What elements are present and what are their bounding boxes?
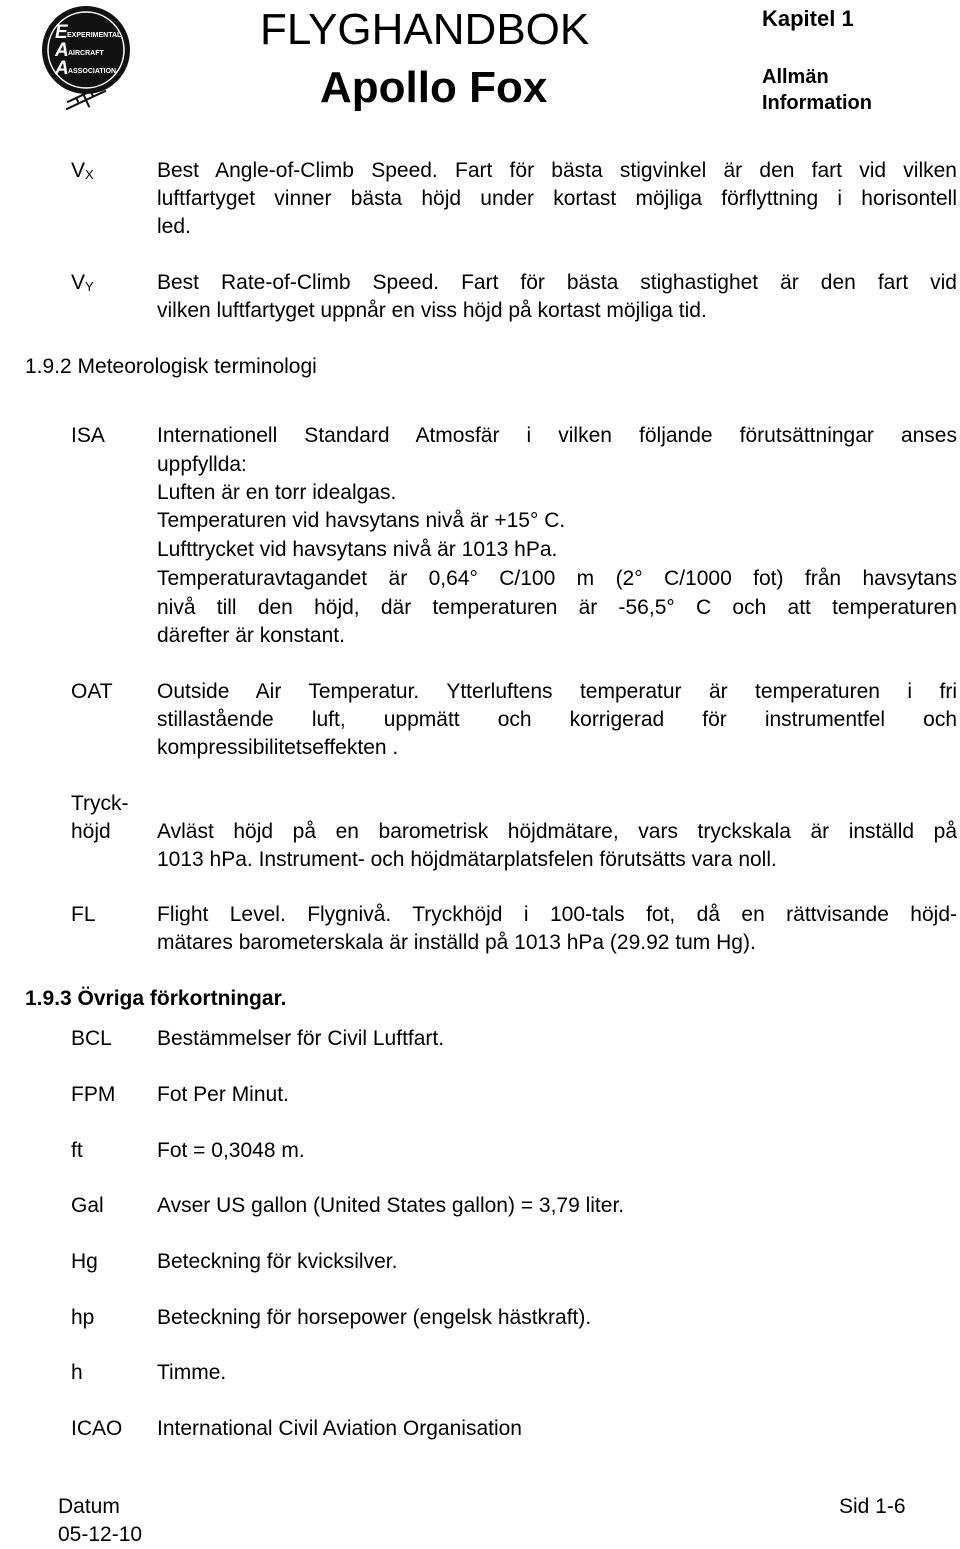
eaa-logo [36, 4, 136, 112]
abbr-term: h [71, 1361, 83, 1384]
def-oat-line2: stillastående luft, uppmätt och korrigerad för instrumentfel och [157, 708, 957, 731]
term-vy: $V_Y$ [71, 271, 94, 294]
section-label-line2: Information [762, 92, 872, 114]
abbr-term: Gal [71, 1194, 104, 1217]
svg-text:ASSOCIATION: ASSOCIATION [68, 68, 117, 75]
abbr-text: Bestämmelser för Civil Luftfart. [157, 1027, 445, 1050]
abbr-text: International Civil Aviation Organisation [157, 1417, 522, 1440]
svg-text:E: E [55, 22, 68, 43]
def-isa-line2: uppfyllda: [157, 453, 247, 476]
page-number: Sid 1-6 [839, 1495, 906, 1518]
def-oat-line3: kompressibilitetseffekten . [157, 736, 399, 759]
abbr-term: Hg [71, 1250, 98, 1273]
def-isa-line4: Temperaturen vid havsytans nivå är +15° C. [157, 509, 566, 532]
abbr-term: BCL [71, 1027, 112, 1050]
abbr-term: ft [71, 1139, 83, 1162]
section-label-line1: Allmän [762, 66, 829, 88]
abbr-text: Beteckning för horsepower (engelsk hästkraft). [157, 1306, 592, 1329]
abbr-text: Timme. [157, 1361, 227, 1384]
manual-title: FLYGHANDBOK [260, 5, 590, 54]
abbr-text: Avser US gallon (United States gallon) = 3,79 liter. [157, 1194, 625, 1217]
svg-text:AIRCRAFT: AIRCRAFT [68, 50, 104, 57]
svg-text:A: A [55, 58, 69, 79]
term-tryckhojd-line2: höjd [71, 820, 111, 843]
abbr-term: FPM [71, 1083, 116, 1106]
term-oat: OAT [71, 680, 113, 703]
section-heading-192: 1.9.2 Meteorologisk terminologi [25, 355, 317, 378]
def-vx-line2: luftfartyget vinner bästa höjd under kortast möjliga förflyttning i horisontell [157, 187, 957, 210]
def-vx-line1: Best Angle-of-Climb Speed. Fart för bästa stigvinkel är den fart vid vilken [157, 159, 957, 182]
def-tryckhojd-line2: 1013 hPa. Instrument- och höjdmätarplatsfelen förutsätts vara noll. [157, 848, 777, 871]
term-fl: FL [71, 903, 96, 926]
term-vx: $V_X$ [71, 159, 94, 182]
term-isa: ISA [71, 424, 105, 447]
abbr-text: Fot Per Minut. [157, 1083, 289, 1106]
footer-date-label: Datum [58, 1495, 120, 1518]
abbr-text: Beteckning för kvicksilver. [157, 1250, 398, 1273]
def-oat-line1: Outside Air Temperatur. Ytterluftens temperatur är temperaturen i fri [157, 680, 957, 703]
svg-text:A: A [55, 40, 69, 61]
def-isa-line1: Internationell Standard Atmosfär i vilken följande förutsättningar anses [157, 424, 957, 447]
def-isa-line7: nivå till den höjd, där temperaturen är -56,5° C och att temperaturen [157, 596, 957, 619]
footer-date-value: 05-12-10 [58, 1523, 143, 1546]
term-tryckhojd-line1: Tryck- [71, 792, 129, 815]
section-heading-193: 1.9.3 Övriga förkortningar. [25, 987, 287, 1010]
def-vy-line1: Best Rate-of-Climb Speed. Fart för bästa stighastighet är den fart vid [157, 271, 957, 294]
aircraft-name: Apollo Fox [320, 63, 548, 112]
abbr-term: hp [71, 1306, 95, 1329]
def-vy-line2: vilken luftfartyget uppnår en viss höjd på kortast möjliga tid. [157, 299, 707, 322]
def-vx-line3: led. [157, 215, 191, 238]
def-tryckhojd-line1: Avläst höjd på en barometrisk höjdmätare, vars tryckskala är inställd på [157, 820, 957, 843]
svg-text:EXPERIMENTAL: EXPERIMENTAL [67, 32, 122, 39]
abbr-text: Fot = 0,3048 m. [157, 1139, 305, 1162]
def-isa-line3: Luften är en torr idealgas. [157, 481, 397, 504]
chapter-label: Kapitel 1 [762, 6, 854, 31]
def-isa-line8: därefter är konstant. [157, 624, 345, 647]
def-isa-line6: Temperaturavtagandet är 0,64° C/100 m (2° C/1000 fot) från havsytans [157, 567, 957, 590]
def-fl-line1: Flight Level. Flygnivå. Tryckhöjd i 100-tals fot, då en rättvisande höjd- [157, 903, 957, 926]
abbr-term: ICAO [71, 1417, 123, 1440]
def-isa-line5: Lufttrycket vid havsytans nivå är 1013 hPa. [157, 538, 558, 561]
def-fl-line2: mätares barometerskala är inställd på 1013 hPa (29.92 tum Hg). [157, 931, 756, 954]
